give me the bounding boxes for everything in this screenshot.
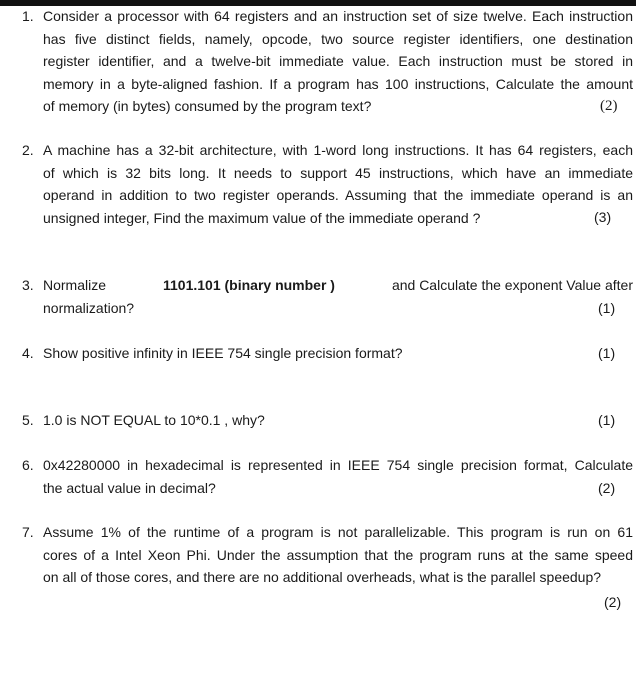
binary-number: 1101.101 (binary number ) — [163, 277, 335, 293]
question-line: has five distinct fields, namely, opcode, two source register identifiers, one destination — [43, 30, 633, 47]
question-number: 1. — [22, 8, 34, 24]
question-line: unsigned integer, Find the maximum value of the immediate operand ? — [43, 209, 481, 226]
question-line: Consider a processor with 64 registers and an instruction set of size twelve. Each instruction — [43, 8, 633, 24]
question-line: 1.0 is NOT EQUAL to 10*0.1 , why? — [43, 412, 265, 428]
question-number: 6. — [22, 457, 34, 473]
question-text — [43, 139, 633, 229]
question-marks: (2) — [600, 98, 618, 114]
question-line: of memory (in bytes) consumed by the program text? — [43, 98, 372, 114]
question-line — [43, 274, 633, 297]
question-text — [43, 342, 633, 365]
question-marks: (2) — [604, 594, 622, 610]
question-line: normalization? — [43, 299, 135, 316]
question-line: operand in addition to two register operands. Assuming that the immediate operand is an — [43, 187, 633, 203]
question-line: memory in a byte-aligned fashion. If a program has 100 instructions, Calculate the amount — [43, 75, 633, 92]
question-line: Show positive infinity in IEEE 754 single precision format? — [43, 345, 403, 361]
question-suffix: and Calculate the exponent Value after — [391, 277, 633, 293]
question-number: 2. — [22, 142, 34, 158]
question-text — [43, 521, 633, 589]
question-line: of which is 32 bits long. It needs to support 45 instructions, which have an immediate — [43, 164, 633, 181]
question-text — [43, 454, 633, 499]
question-number: 5. — [22, 412, 34, 428]
question-number: 4. — [22, 345, 34, 361]
question-line: Assume 1% of the runtime of a program is not parallelizable. This program is run on 61 — [43, 524, 633, 540]
question-line: on all of those cores, and there are no additional overheads, what is the parallel speedup? — [43, 569, 602, 585]
question-number: 3. — [22, 277, 34, 293]
question-line: A machine has a 32-bit architecture, with 1-word long instructions. It has 64 registers, each — [43, 142, 633, 158]
question-line: cores of a Intel Xeon Phi. Under the assumption that the program runs at the same speed — [43, 546, 633, 563]
question-text — [43, 274, 633, 319]
question-line: the actual value in decimal? — [43, 479, 216, 496]
question-text — [43, 409, 633, 432]
question-marks: (1) — [598, 345, 616, 361]
question-line: 0x42280000 in hexadecimal is represented in IEEE 754 single precision format, Calculate — [43, 457, 633, 473]
question-marks: (1) — [598, 300, 616, 316]
question-marks: (2) — [598, 480, 616, 496]
question-marks: (3) — [594, 209, 612, 225]
question-prefix: Normalize — [43, 277, 107, 293]
question-line: register identifier, and a twelve-bit immediate value. Each instruction must be stored in — [43, 53, 633, 69]
question-marks: (1) — [598, 412, 616, 428]
question-text — [43, 5, 633, 118]
question-number: 7. — [22, 524, 34, 540]
